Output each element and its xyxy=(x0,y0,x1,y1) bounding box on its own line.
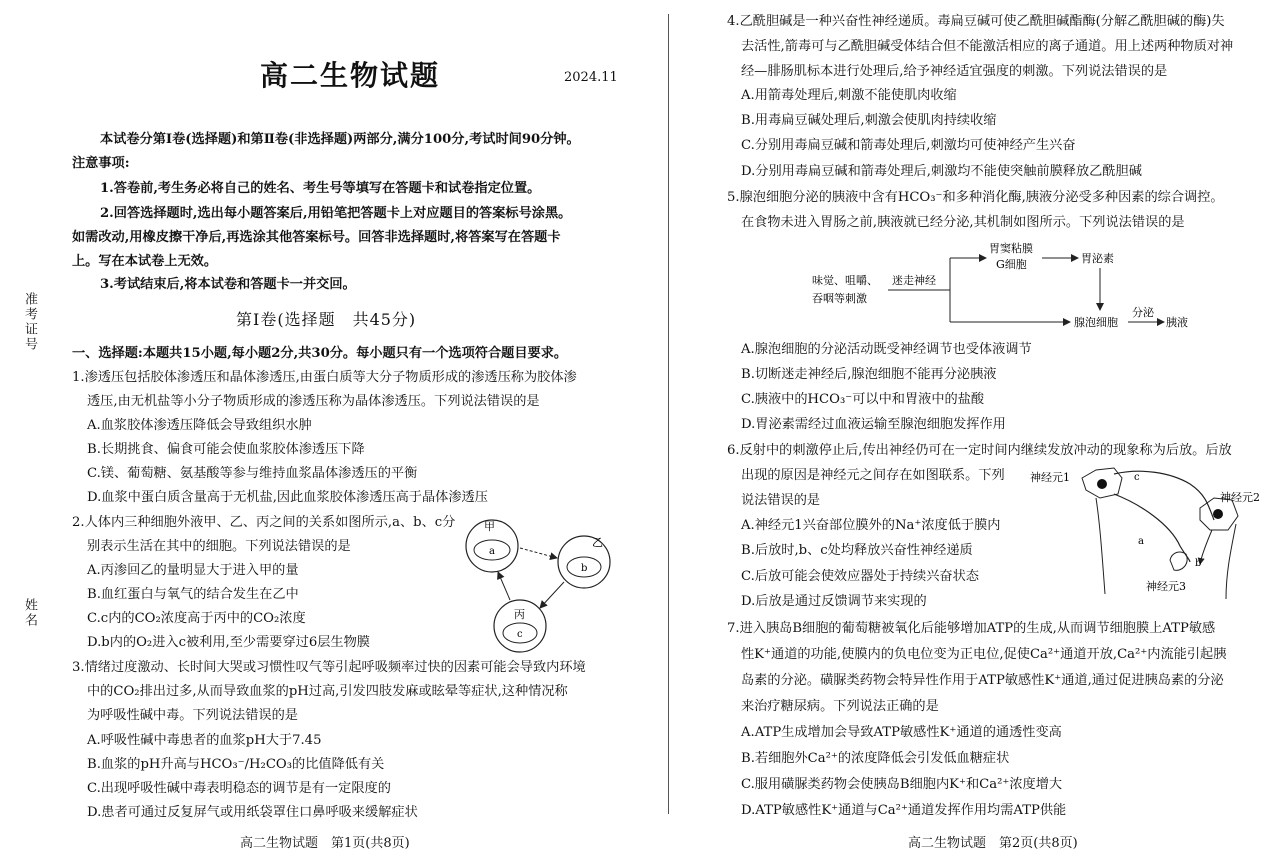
question-1-option: C.镁、葡萄糖、氨基酸等参与维持血浆晶体渗透压的平衡 xyxy=(87,466,418,481)
secrete-label: 分泌 xyxy=(1132,306,1154,319)
page-title: 高二生物试题 xyxy=(260,59,441,92)
arrow-bing-to-jia xyxy=(498,572,510,600)
question-7-option: B.若细胞外Ca²⁺的浓度降低会引发低血糖症状 xyxy=(741,751,1010,766)
stimulus-label-2: 吞咽等刺激 xyxy=(812,292,867,305)
question-4-option: B.用毒扁豆碱处理后,刺激会使肌肉持续收缩 xyxy=(741,113,997,128)
cell-a-label: a xyxy=(489,546,495,557)
stimulus-label-1: 味觉、咀嚼、 xyxy=(812,274,878,287)
question-3-stem: 中的CO₂排出过多,从而导致血浆的pH过高,引发四肢发麻或眩晕等症状,这种情况称 xyxy=(87,684,568,699)
question-3-stem: 为呼吸性碱中毒。下列说法错误的是 xyxy=(87,708,298,723)
fluid-bing-label: 丙 xyxy=(514,608,525,621)
intro-line: 如需改动,用橡皮擦干净后,再选涂其他答案标号。回答非选择题时,将答案写在答题卡 xyxy=(72,230,561,245)
intro-line: 3.考试结束后,将本试卷和答题卡一并交回。 xyxy=(100,277,356,292)
question-1-stem: 透压,由无机盐等小分子物质形成的渗透压称为晶体渗透压。下列说法错误的是 xyxy=(87,394,540,409)
question-7-stem: 来治疗糖尿病。下列说法正确的是 xyxy=(741,699,939,714)
question-6-stem: 说法错误的是 xyxy=(741,493,821,508)
exam-date: 2024.11 xyxy=(564,70,618,85)
section-title: 第Ⅰ卷(选择题 共45分) xyxy=(236,310,417,329)
question-7-stem: 岛素的分泌。磺脲类药物会特异性作用于ATP敏感性K⁺通道,通过促进胰岛素的分泌 xyxy=(741,673,1224,688)
question-4-stem: 4.乙酰胆碱是一种兴奋性神经递质。毒扁豆碱可使乙酰胆碱酯酶(分解乙酰胆碱的酶)失 xyxy=(727,14,1225,29)
neuron-1-dendrite xyxy=(1096,498,1105,594)
neuron-3-body xyxy=(1170,552,1187,570)
question-2-option: B.血红蛋白与氧气的结合发生在乙中 xyxy=(87,587,299,602)
question-7-stem: 7.进入胰岛B细胞的葡萄糖被氧化后能够增加ATP的生成,从而调节细胞膜上ATP敏感 xyxy=(727,621,1216,636)
question-2-option: D.b内的O₂进入c被利用,至少需要穿过6层生物膜 xyxy=(87,635,370,650)
label-a: a xyxy=(1138,536,1144,547)
question-1-option: D.血浆中蛋白质含量高于无机盐,因此血浆胶体渗透压高于晶体渗透压 xyxy=(87,490,488,505)
exam-id-label: 准考证号 xyxy=(22,292,37,352)
axon-c xyxy=(1114,471,1214,520)
question-1-option: A.血浆胶体渗透压降低会导致组织水肿 xyxy=(87,418,312,433)
question-6-option: D.后放是通过反馈调节来实现的 xyxy=(741,594,927,609)
question-2-option: C.c内的CO₂浓度高于丙中的CO₂浓度 xyxy=(87,611,306,626)
question-6-stem: 6.反射中的刺激停止后,传出神经仍可在一定时间内继续发放冲动的现象称为后放。后放 xyxy=(727,443,1232,458)
question-6-option: A.神经元1兴奋部位膜外的Na⁺浓度低于膜内 xyxy=(741,518,1001,533)
question-4-stem: 经—腓肠肌标本进行处理后,给予神经适宜强度的刺激。下列说法错误的是 xyxy=(741,64,1168,79)
neuron-2-axon xyxy=(1226,524,1236,599)
arrow-jia-to-yi xyxy=(520,548,557,558)
question-5-option: C.胰液中的HCO₃⁻可以中和胃液中的盐酸 xyxy=(741,392,985,407)
question-3-option: B.血浆的pH升高与HCO₃⁻/H₂CO₃的比值降低有关 xyxy=(87,757,385,772)
question-3-option: C.出现呼吸性碱中毒表明稳态的调节是有一定限度的 xyxy=(87,781,391,796)
question-3-option: D.患者可通过反复屏气或用纸袋罩住口鼻呼吸来缓解症状 xyxy=(87,805,418,820)
question-1-stem: 1.渗透压包括胶体渗透压和晶体渗透压,由蛋白质等大分子物质形成的渗透压称为胶体渗 xyxy=(72,370,577,385)
vagus-nerve-label: 迷走神经 xyxy=(892,274,936,287)
question-7-option: D.ATP敏感性K⁺通道与Ca²⁺通道发挥作用均需ATP供能 xyxy=(741,803,1067,818)
axon-b xyxy=(1200,530,1212,564)
question-4-option: D.分别用毒扁豆碱和箭毒处理后,刺激均不能使突触前膜释放乙酰胆碱 xyxy=(741,164,1142,179)
question-6-option: C.后放可能会使效应器处于持续兴奋状态 xyxy=(741,569,979,584)
neuron-1-label: 神经元1 xyxy=(1030,471,1070,484)
neuron-circuit-diagram xyxy=(1030,464,1275,604)
intro-line: 2.回答选择题时,选出每小题答案后,用铅笔把答题卡上对应题目的答案标号涂黑。 xyxy=(100,206,572,221)
pancreatic-secretion-diagram xyxy=(808,240,1198,335)
intro-line: 注意事项: xyxy=(72,156,130,171)
section-instructions: 一、选择题:本题共15小题,每小题2分,共30分。每小题只有一个选项符合题目要求。 xyxy=(72,346,568,361)
question-4-stem: 去活性,箭毒可与乙酰胆碱受体结合但不能激活相应的离子通道。用上述两种物质对神 xyxy=(741,39,1234,54)
gastric-mucosa-label: 胃窦粘膜 xyxy=(989,242,1033,255)
pancreatic-juice-label: 胰液 xyxy=(1166,316,1188,329)
arrow-yi-to-bing xyxy=(540,582,564,608)
question-5-stem: 在食物未进入胃肠之前,胰液就已经分泌,其机制如图所示。下列说法错误的是 xyxy=(741,215,1185,230)
question-3-stem: 3.情绪过度激动、长时间大哭或习惯性叹气等引起呼吸频率过快的因素可能会导致内环境 xyxy=(72,660,586,675)
fluid-jia-label: 甲 xyxy=(484,520,495,533)
acinar-cell-label: 腺泡细胞 xyxy=(1074,316,1118,329)
gastrin-label: 胃泌素 xyxy=(1081,252,1114,265)
question-7-option: A.ATP生成增加会导致ATP敏感性K⁺通道的通透性变高 xyxy=(741,725,1062,740)
g-cell-label: G细胞 xyxy=(996,258,1027,271)
question-2-stem: 2.人体内三种细胞外液甲、乙、丙之间的关系如图所示,a、b、c分 xyxy=(72,515,456,530)
intro-line: 上。写在本试卷上无效。 xyxy=(72,254,218,269)
fluid-yi-label: 乙 xyxy=(592,536,603,549)
question-5-option: D.胃泌素需经过血液运输至腺泡细胞发挥作用 xyxy=(741,417,1006,432)
cell-c-label: c xyxy=(517,629,523,640)
question-2-stem: 别表示生活在其中的细胞。下列说法错误的是 xyxy=(87,539,351,554)
question-4-option: C.分别用毒扁豆碱和箭毒处理后,刺激均可使神经产生兴奋 xyxy=(741,138,1076,153)
intro-line: 本试卷分第Ⅰ卷(选择题)和第Ⅱ卷(非选择题)两部分,满分100分,考试时间90分钟。 xyxy=(100,132,580,147)
question-6-stem: 出现的原因是神经元之间存在如图联系。下列 xyxy=(741,468,1005,483)
cell-b-label: b xyxy=(581,563,588,574)
question-1-option: B.长期挑食、偏食可能会使血浆胶体渗透压下降 xyxy=(87,442,365,457)
question-4-option: A.用箭毒处理后,刺激不能使肌肉收缩 xyxy=(741,88,957,103)
label-b: b xyxy=(1195,558,1202,569)
page-divider xyxy=(668,14,669,814)
page-footer-left: 高二生物试题 第1页(共8页) xyxy=(240,836,410,851)
label-c: c xyxy=(1134,472,1140,483)
intro-line: 1.答卷前,考生务必将自己的姓名、考生号等填写在答题卡和试卷指定位置。 xyxy=(100,181,541,196)
question-6-option: B.后放时,b、c处均释放兴奋性神经递质 xyxy=(741,543,973,558)
fluid-relationship-diagram xyxy=(462,512,622,656)
question-5-stem: 5.腺泡细胞分泌的胰液中含有HCO₃⁻和多种消化酶,胰液分泌受多种因素的综合调控。 xyxy=(727,190,1224,205)
neuron-1-nucleus xyxy=(1097,479,1107,489)
question-7-option: C.服用磺脲类药物会使胰岛B细胞内K⁺和Ca²⁺浓度增大 xyxy=(741,777,1063,792)
neuron-2-label: 神经元2 xyxy=(1220,491,1260,504)
question-5-option: A.腺泡细胞的分泌活动既受神经调节也受体液调节 xyxy=(741,342,1032,357)
neuron-3-label: 神经元3 xyxy=(1146,580,1186,593)
question-7-stem: 性K⁺通道的功能,使膜内的负电位变为正电位,促使Ca²⁺通道开放,Ca²⁺内流能引起胰 xyxy=(741,647,1227,662)
question-2-option: A.丙渗回乙的量明显大于进入甲的量 xyxy=(87,563,299,578)
name-label: 姓名 xyxy=(22,598,37,628)
neuron-2-nucleus xyxy=(1213,509,1223,519)
page-footer-right: 高二生物试题 第2页(共8页) xyxy=(908,836,1078,851)
question-3-option: A.呼吸性碱中毒患者的血浆pH大于7.45 xyxy=(87,733,322,748)
question-5-option: B.切断迷走神经后,腺泡细胞不能再分泌胰液 xyxy=(741,367,997,382)
